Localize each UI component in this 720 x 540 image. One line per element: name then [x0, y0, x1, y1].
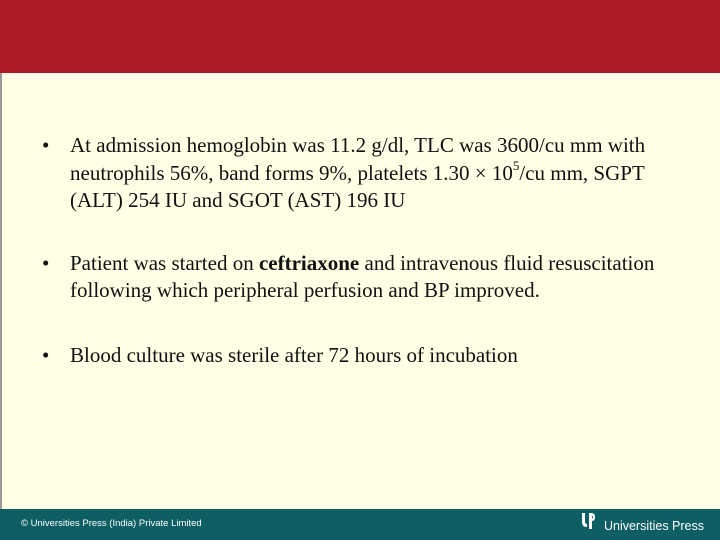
left-border-rule [0, 73, 2, 509]
header-band [0, 0, 720, 73]
bullet-marker: • [42, 342, 50, 367]
copyright-notice: © Universities Press (India) Private Limited [21, 518, 202, 529]
bullet-item-treatment [30, 250, 690, 305]
superscript-exponent: 5 [512, 157, 520, 173]
bullet-text: At admission hemoglobin was 11.2 g/dl, TLC was 3600/cu mm with neutrophils 56%, band forms 9%, platelets 1.30 × 10 [70, 133, 646, 185]
bullet-item-blood-culture [30, 342, 690, 370]
bullet-item-lab-results [30, 132, 690, 215]
bullet-text-continued: and intravenous fluid resuscitation following which peripheral perfusion and BP improved. [70, 250, 655, 302]
footer-bar [0, 509, 720, 540]
bullet-text: Patient was started on [70, 250, 259, 275]
bullet-text: Blood culture was sterile after 72 hours of incubation [70, 342, 518, 367]
bullet-marker: • [42, 250, 50, 275]
bullet-list [30, 132, 690, 369]
brand [580, 509, 704, 540]
brand-name: Universities Press [603, 518, 704, 533]
bullet-marker: • [42, 133, 50, 157]
drug-name: ceftriaxone [258, 250, 360, 275]
bullet-text-continued: /cu mm, SGPT (ALT) 254 IU and SGOT (AST) 196 IU [70, 160, 645, 212]
universities-press-logo-icon [580, 512, 596, 530]
